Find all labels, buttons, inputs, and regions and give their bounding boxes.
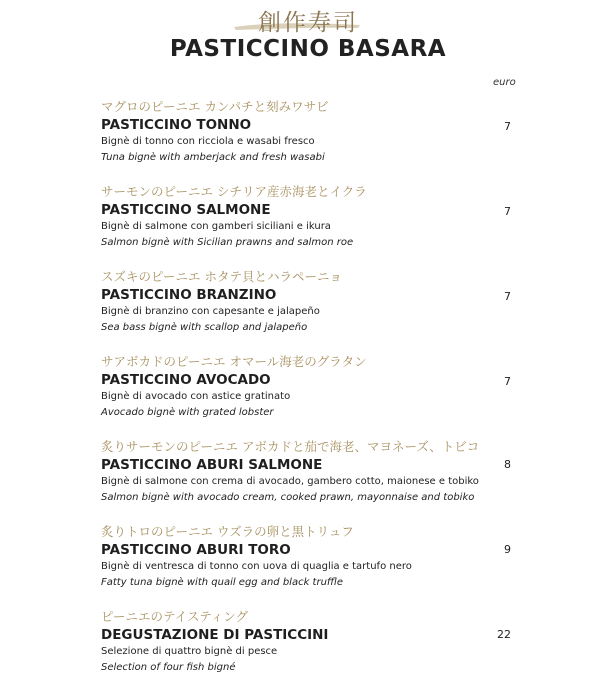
item-description-english: Salmon bignè with Sicilian prawns and salmon roe	[101, 237, 354, 248]
item-description-italian: Selezione di quattro bignè di pesce	[101, 646, 278, 657]
item-description-english: Selection of four fish bigné	[101, 662, 236, 673]
item-price: 22	[497, 628, 511, 641]
item-price: 7	[504, 290, 511, 303]
item-description-italian: Bignè di ventresca di tonno con uova di quaglia e tartufo nero	[101, 561, 412, 572]
item-description-italian: Bignè di branzino con capesante e jalapeño	[101, 306, 320, 317]
item-name: PASTICCINO ABURI SALMONE	[101, 457, 323, 473]
menu-item-aburi-salmone	[101, 438, 521, 506]
item-name: DEGUSTAZIONE DI PASTICCINI	[101, 627, 329, 643]
item-price: 7	[504, 120, 511, 133]
item-description-english: Salmon bignè with avocado cream, cooked prawn, mayonnaise and tobiko	[101, 492, 475, 503]
item-name: PASTICCINO TONNO	[101, 117, 252, 133]
item-description-english: Avocado bignè with grated lobster	[101, 407, 274, 418]
menu-item-salmone	[101, 183, 521, 251]
item-description-english: Sea bass bignè with scallop and jalapeño	[101, 322, 308, 333]
item-japanese-name: 炙りサーモンのピーニエ アボカドと茄で海老、マヨネーズ、トビコ	[101, 439, 480, 454]
item-japanese-name: ピーニエのテイスティング	[101, 609, 249, 624]
item-description-italian: Bignè di salmone con gamberi siciliani e ikura	[101, 221, 331, 232]
item-price: 8	[504, 458, 511, 471]
item-japanese-name: マグロのピーニエ カンパチと刻みワサビ	[101, 99, 329, 114]
item-price: 7	[504, 375, 511, 388]
menu-item-aburi-toro	[101, 523, 521, 591]
menu-item-branzino	[101, 268, 521, 336]
japanese-title: 創作寿司	[258, 10, 358, 36]
page-title: PASTICCINO BASARA	[169, 36, 447, 62]
item-name: PASTICCINO SALMONE	[101, 202, 271, 218]
item-description-italian: Bignè di salmone con crema di avocado, gambero cotto, maionese e tobiko	[101, 476, 479, 487]
item-price: 9	[504, 543, 511, 556]
item-name: PASTICCINO ABURI TORO	[101, 542, 291, 558]
menu-item-tonno	[101, 98, 521, 166]
item-name: PASTICCINO AVOCADO	[101, 372, 271, 388]
currency-label: euro	[493, 77, 516, 88]
item-name: PASTICCINO BRANZINO	[101, 287, 277, 303]
menu-item-avocado	[101, 353, 521, 421]
item-description-english: Tuna bignè with amberjack and fresh wasabi	[101, 152, 325, 163]
item-japanese-name: サーモンのピーニエ シチリア産赤海老とイクラ	[101, 184, 367, 199]
item-description-italian: Bignè di tonno con ricciola e wasabi fresco	[101, 136, 315, 147]
item-description-english: Fatty tuna bignè with quail egg and black truffle	[101, 577, 344, 588]
menu-item-degustazione	[101, 608, 521, 676]
item-japanese-name: サアボカドのピーニエ オマール海老のグラタン	[101, 354, 367, 369]
item-price: 7	[504, 205, 511, 218]
item-japanese-name: 炙りトロのピーニエ ウズラの卵と黒トリュフ	[101, 524, 354, 539]
item-japanese-name: スズキのピーニエ ホタテ貝とハラペーニョ	[101, 269, 342, 284]
item-description-italian: Bignè di avocado con astice gratinato	[101, 391, 291, 402]
